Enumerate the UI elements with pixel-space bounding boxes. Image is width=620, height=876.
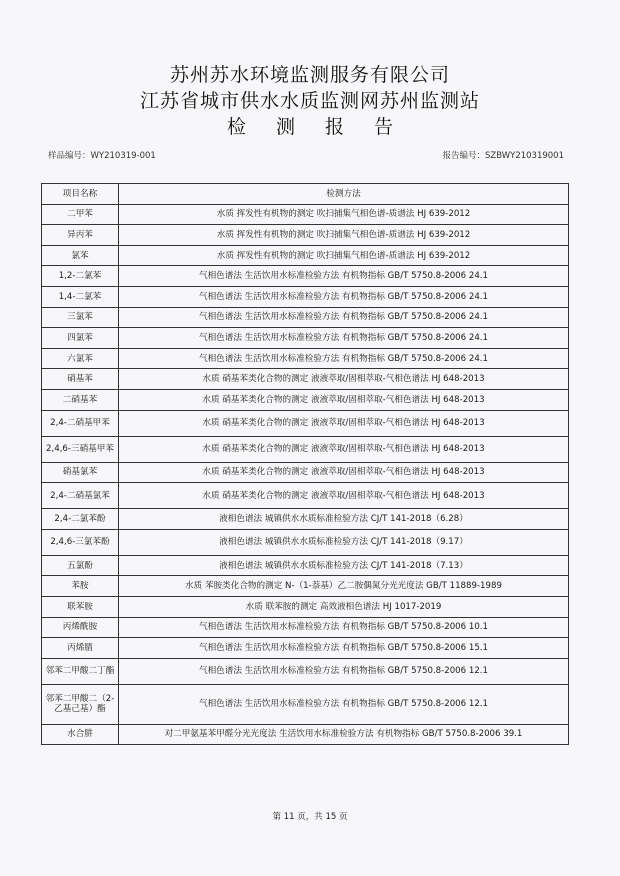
item-method: 气相色谱法 生活饮用水标准检验方法 有机物指标 GB/T 5750.8-2006 24.1 (119, 286, 569, 307)
item-method: 水质 挥发性有机物的测定 吹扫捕集气相色谱-质谱法 HJ 639-2012 (119, 245, 569, 266)
table-row (42, 245, 569, 266)
page-number: 第 11 页，共 15 页 (272, 812, 348, 822)
item-method: 水质 苯胺类化合物的测定 N-（1-萘基）乙二胺偶氮分光光度法 GB/T 11889-1989 (119, 576, 569, 597)
item-method: 水质 挥发性有机物的测定 吹扫捕集气相色谱-质谱法 HJ 639-2012 (119, 204, 569, 225)
company-name: 苏州苏水环境监测服务有限公司 (169, 64, 450, 86)
table-row (42, 286, 569, 307)
table-row (42, 307, 569, 328)
item-name: 邻苯二甲酸二丁酯 (42, 658, 119, 684)
item-method: 水质 硝基苯类化合物的测定 液液萃取/固相萃取-气相色谱法 HJ 648-2013 (119, 436, 569, 462)
item-method: 气相色谱法 生活饮用水标准检验方法 有机物指标 GB/T 5750.8-2006 12.1 (119, 684, 569, 724)
sample-number: 样品编号：WY210319-001 (48, 151, 156, 161)
table-row (42, 389, 569, 410)
item-method: 液相色谱法 城镇供水水质标准检验方法 CJ/T 141-2018（9.17） (119, 529, 569, 555)
item-name: 硝基苯 (42, 369, 119, 390)
item-name: 四氯苯 (42, 328, 119, 349)
item-name: 1,2-二氯苯 (42, 266, 119, 287)
table-row (42, 576, 569, 597)
item-method: 水质 硝基苯类化合物的测定 液液萃取/固相萃取-气相色谱法 HJ 648-2013 (119, 410, 569, 436)
item-method: 气相色谱法 生活饮用水标准检验方法 有机物指标 GB/T 5750.8-2006 24.1 (119, 266, 569, 287)
item-name: 硝基氯苯 (42, 462, 119, 483)
item-name: 氯苯 (42, 245, 119, 266)
item-method: 水质 联苯胺的测定 高效液相色谱法 HJ 1017-2019 (119, 596, 569, 617)
item-name: 邻苯二甲酸二（2-乙基己基）酯 (42, 684, 119, 724)
item-name: 2,4,6-三氯苯酚 (42, 529, 119, 555)
table-row (42, 555, 569, 576)
table-row (42, 266, 569, 287)
item-method: 对二甲氨基苯甲醛分光光度法 生活饮用水标准检验方法 有机物指标 GB/T 5750.8-2006 39.1 (119, 724, 569, 745)
item-name: 五氯酚 (42, 555, 119, 576)
item-method: 水质 硝基苯类化合物的测定 液液萃取/固相萃取-气相色谱法 HJ 648-2013 (119, 369, 569, 390)
methods-table (41, 183, 569, 745)
header-item-name: 项目名称 (42, 184, 119, 205)
item-name: 1,4-二氯苯 (42, 286, 119, 307)
item-name: 二硝基苯 (42, 389, 119, 410)
item-method: 气相色谱法 生活饮用水标准检验方法 有机物指标 GB/T 5750.8-2006 24.1 (119, 307, 569, 328)
item-name: 2,4-二硝基氯苯 (42, 483, 119, 509)
item-method: 气相色谱法 生活饮用水标准检验方法 有机物指标 GB/T 5750.8-2006 24.1 (119, 328, 569, 349)
table-row (42, 369, 569, 390)
table-row (42, 348, 569, 369)
table-header-row (42, 184, 569, 205)
item-name: 2,4-二氯苯酚 (42, 509, 119, 530)
table-row (42, 483, 569, 509)
seal-stamp (604, 346, 620, 456)
table-row (42, 225, 569, 246)
item-name: 二甲苯 (42, 204, 119, 225)
item-name: 丙烯腈 (42, 638, 119, 659)
item-name: 异丙苯 (42, 225, 119, 246)
table-row (42, 596, 569, 617)
table-row (42, 462, 569, 483)
item-method: 水质 硝基苯类化合物的测定 液液萃取/固相萃取-气相色谱法 HJ 648-2013 (119, 389, 569, 410)
station-name: 江苏省城市供水水质监测网苏州监测站 (139, 90, 480, 112)
item-name: 2,4-二硝基甲苯 (42, 410, 119, 436)
report-title: 检测报告 (226, 116, 423, 138)
table-row (42, 617, 569, 638)
table-row (42, 638, 569, 659)
table-row (42, 328, 569, 349)
item-method: 液相色谱法 城镇供水水质标准检验方法 CJ/T 141-2018（7.13） (119, 555, 569, 576)
item-method: 水质 硝基苯类化合物的测定 液液萃取/固相萃取-气相色谱法 HJ 648-2013 (119, 483, 569, 509)
item-method: 液相色谱法 城镇供水水质标准检验方法 CJ/T 141-2018（6.28） (119, 509, 569, 530)
table-row (42, 684, 569, 724)
item-name: 三氯苯 (42, 307, 119, 328)
item-name: 2,4,6-三硝基甲苯 (42, 436, 119, 462)
item-name: 丙烯酰胺 (42, 617, 119, 638)
table-row (42, 436, 569, 462)
item-method: 水质 挥发性有机物的测定 吹扫捕集气相色谱-质谱法 HJ 639-2012 (119, 225, 569, 246)
table-row (42, 204, 569, 225)
header-method: 检测方法 (119, 184, 569, 205)
table-row (42, 658, 569, 684)
table-row (42, 529, 569, 555)
item-name: 联苯胺 (42, 596, 119, 617)
table-row (42, 410, 569, 436)
table-row (42, 509, 569, 530)
report-number: 报告编号：SZBWY210319001 (442, 151, 564, 161)
item-name: 水合肼 (42, 724, 119, 745)
item-name: 六氯苯 (42, 348, 119, 369)
item-method: 水质 硝基苯类化合物的测定 液液萃取/固相萃取-气相色谱法 HJ 648-2013 (119, 462, 569, 483)
item-method: 气相色谱法 生活饮用水标准检验方法 有机物指标 GB/T 5750.8-2006 24.1 (119, 348, 569, 369)
item-name: 苯胺 (42, 576, 119, 597)
item-method: 气相色谱法 生活饮用水标准检验方法 有机物指标 GB/T 5750.8-2006 12.1 (119, 658, 569, 684)
item-method: 气相色谱法 生活饮用水标准检验方法 有机物指标 GB/T 5750.8-2006 10.1 (119, 617, 569, 638)
table-body (42, 204, 569, 745)
item-method: 气相色谱法 生活饮用水标准检验方法 有机物指标 GB/T 5750.8-2006 15.1 (119, 638, 569, 659)
table-row (42, 724, 569, 745)
